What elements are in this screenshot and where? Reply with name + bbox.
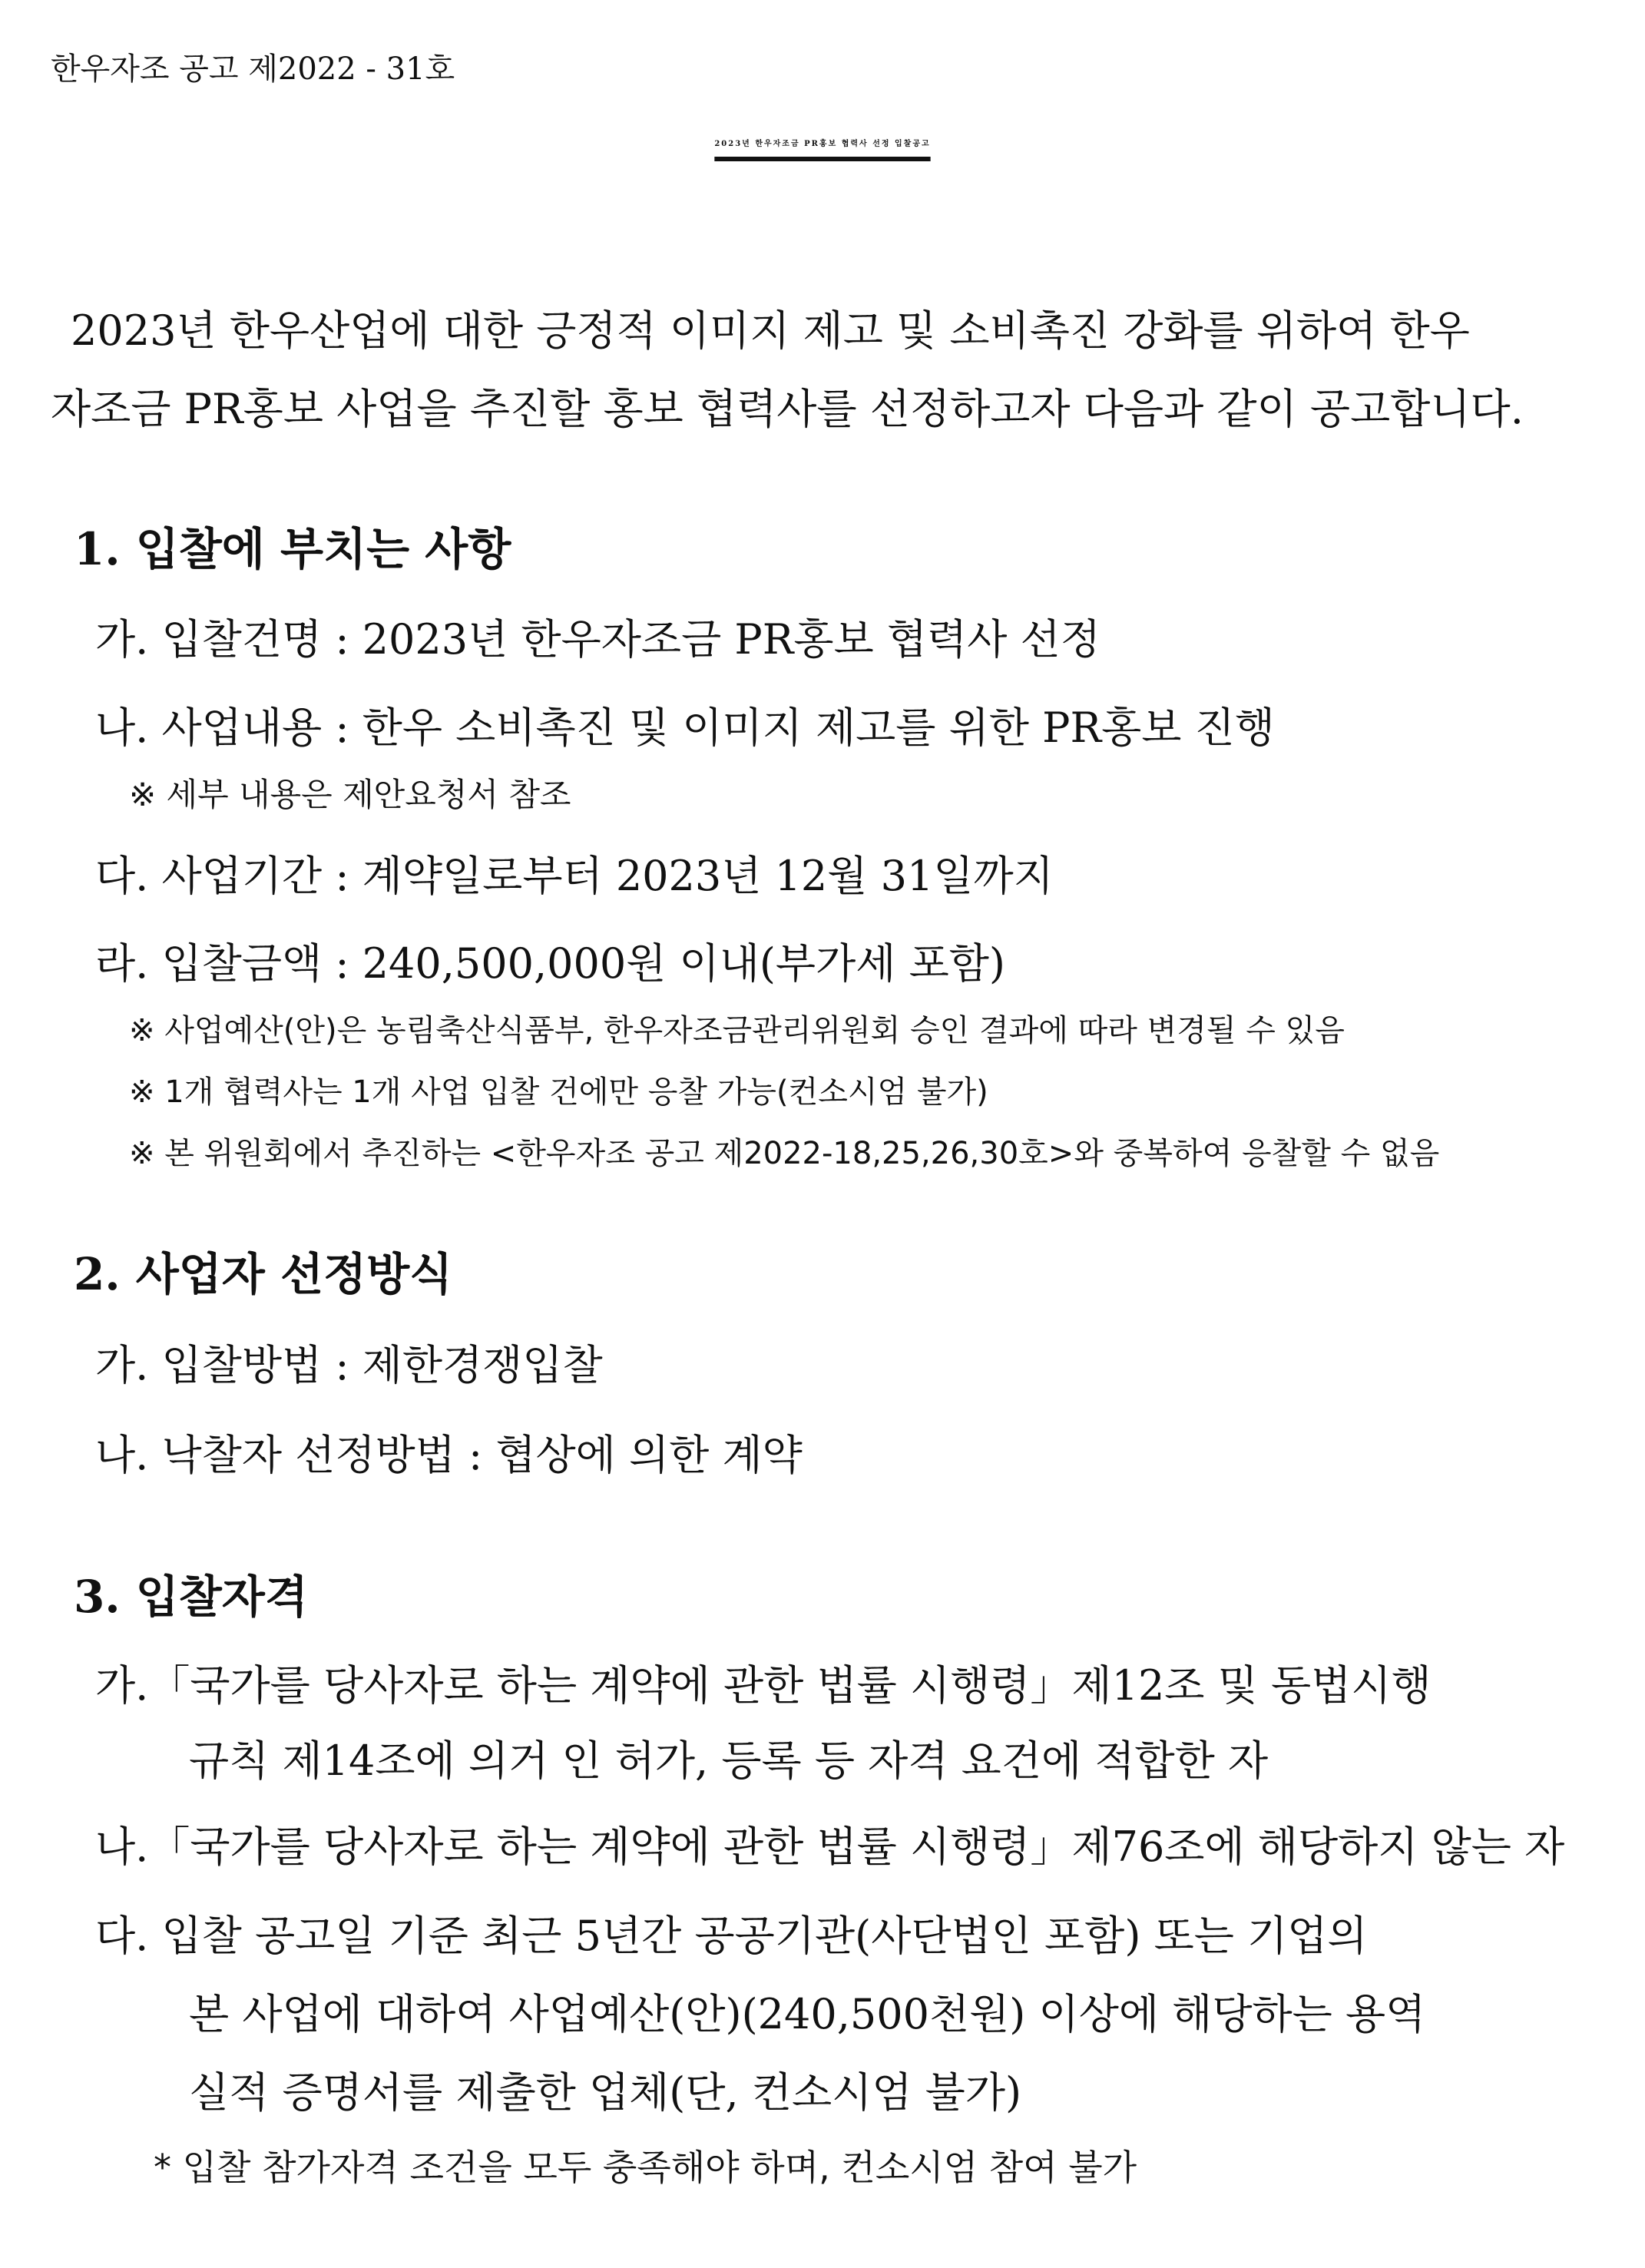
section-1-item-ga: 가. 입찰건명 : 2023년 한우자조금 PR홍보 협력사 선정 <box>95 615 1101 664</box>
section-1-heading: 1. 입찰에 부치는 사항 <box>74 523 511 575</box>
section-3-item-da-line-2: 본 사업에 대하여 사업예산(안)(240,500천원) 이상에 해당하는 용역 <box>189 1990 1426 2038</box>
section-1-note-duplicate: ※ 본 위원회에서 추진하는 <한우자조 공고 제2022-18,25,26,30호>와 중복하여 응찰할 수 없음 <box>129 1136 1440 1171</box>
announcement-number: 한우자조 공고 제2022 - 31호 <box>51 51 455 87</box>
section-2-item-na: 나. 낙찰자 선정방법 : 협상에 의한 계약 <box>95 1431 803 1479</box>
section-2-heading: 2. 사업자 선정방식 <box>74 1248 453 1300</box>
section-2-item-ga: 가. 입찰방법 : 제한경쟁입찰 <box>95 1341 603 1389</box>
section-1-item-da: 다. 사업기간 : 계약일로부터 2023년 12월 31일까지 <box>95 852 1054 900</box>
intro-line-1: 2023년 한우산업에 대한 긍정적 이미지 제고 및 소비촉진 강화를 위하여 한우 <box>71 306 1470 355</box>
section-3-item-da-line-3: 실적 증명서를 제출한 업체(단, 컨소시엄 불가) <box>189 2068 1022 2117</box>
section-3-star-note: * 입찰 참가자격 조건을 모두 충족해야 하며, 컨소시엄 참여 불가 <box>154 2147 1137 2188</box>
section-1-note-budget: ※ 사업예산(안)은 농림축산식품부, 한우자조금관리위원회 승인 결과에 따라 변경될 수 있음 <box>129 1013 1345 1048</box>
section-3-heading: 3. 입찰자격 <box>74 1571 308 1623</box>
section-3-item-ga-line-2: 규칙 제14조에 의거 인 허가, 등록 등 자격 요건에 적합한 자 <box>189 1737 1269 1785</box>
section-3-item-na: 나.「국가를 당사자로 하는 계약에 관한 법률 시행령」제76조에 해당하지 않는 자 <box>95 1823 1565 1871</box>
section-1-item-ra: 라. 입찰금액 : 240,500,000원 이내(부가세 포함) <box>95 939 1005 988</box>
section-1-item-na: 나. 사업내용 : 한우 소비촉진 및 이미지 제고를 위한 PR홍보 진행 <box>95 704 1275 752</box>
section-3-item-da-line-1: 다. 입찰 공고일 기준 최근 5년간 공공기관(사단법인 포함) 또는 기업의 <box>95 1912 1368 1960</box>
section-3-item-ga-line-1: 가.「국가를 당사자로 하는 계약에 관한 법률 시행령」제12조 및 동법시행 <box>95 1661 1432 1710</box>
section-1-note-one-bid: ※ 1개 협력사는 1개 사업 입찰 건에만 응찰 가능(컨소시엄 불가) <box>129 1074 988 1110</box>
page-title: 2023년 한우자조금 PR홍보 협력사 선정 입찰공고 <box>714 140 931 148</box>
section-1-note-detail: ※ 세부 내용은 제안요청서 참조 <box>129 776 571 813</box>
intro-line-2: 자조금 PR홍보 사업을 추진할 홍보 협력사를 선정하고자 다음과 같이 공고합니다. <box>51 385 1524 433</box>
